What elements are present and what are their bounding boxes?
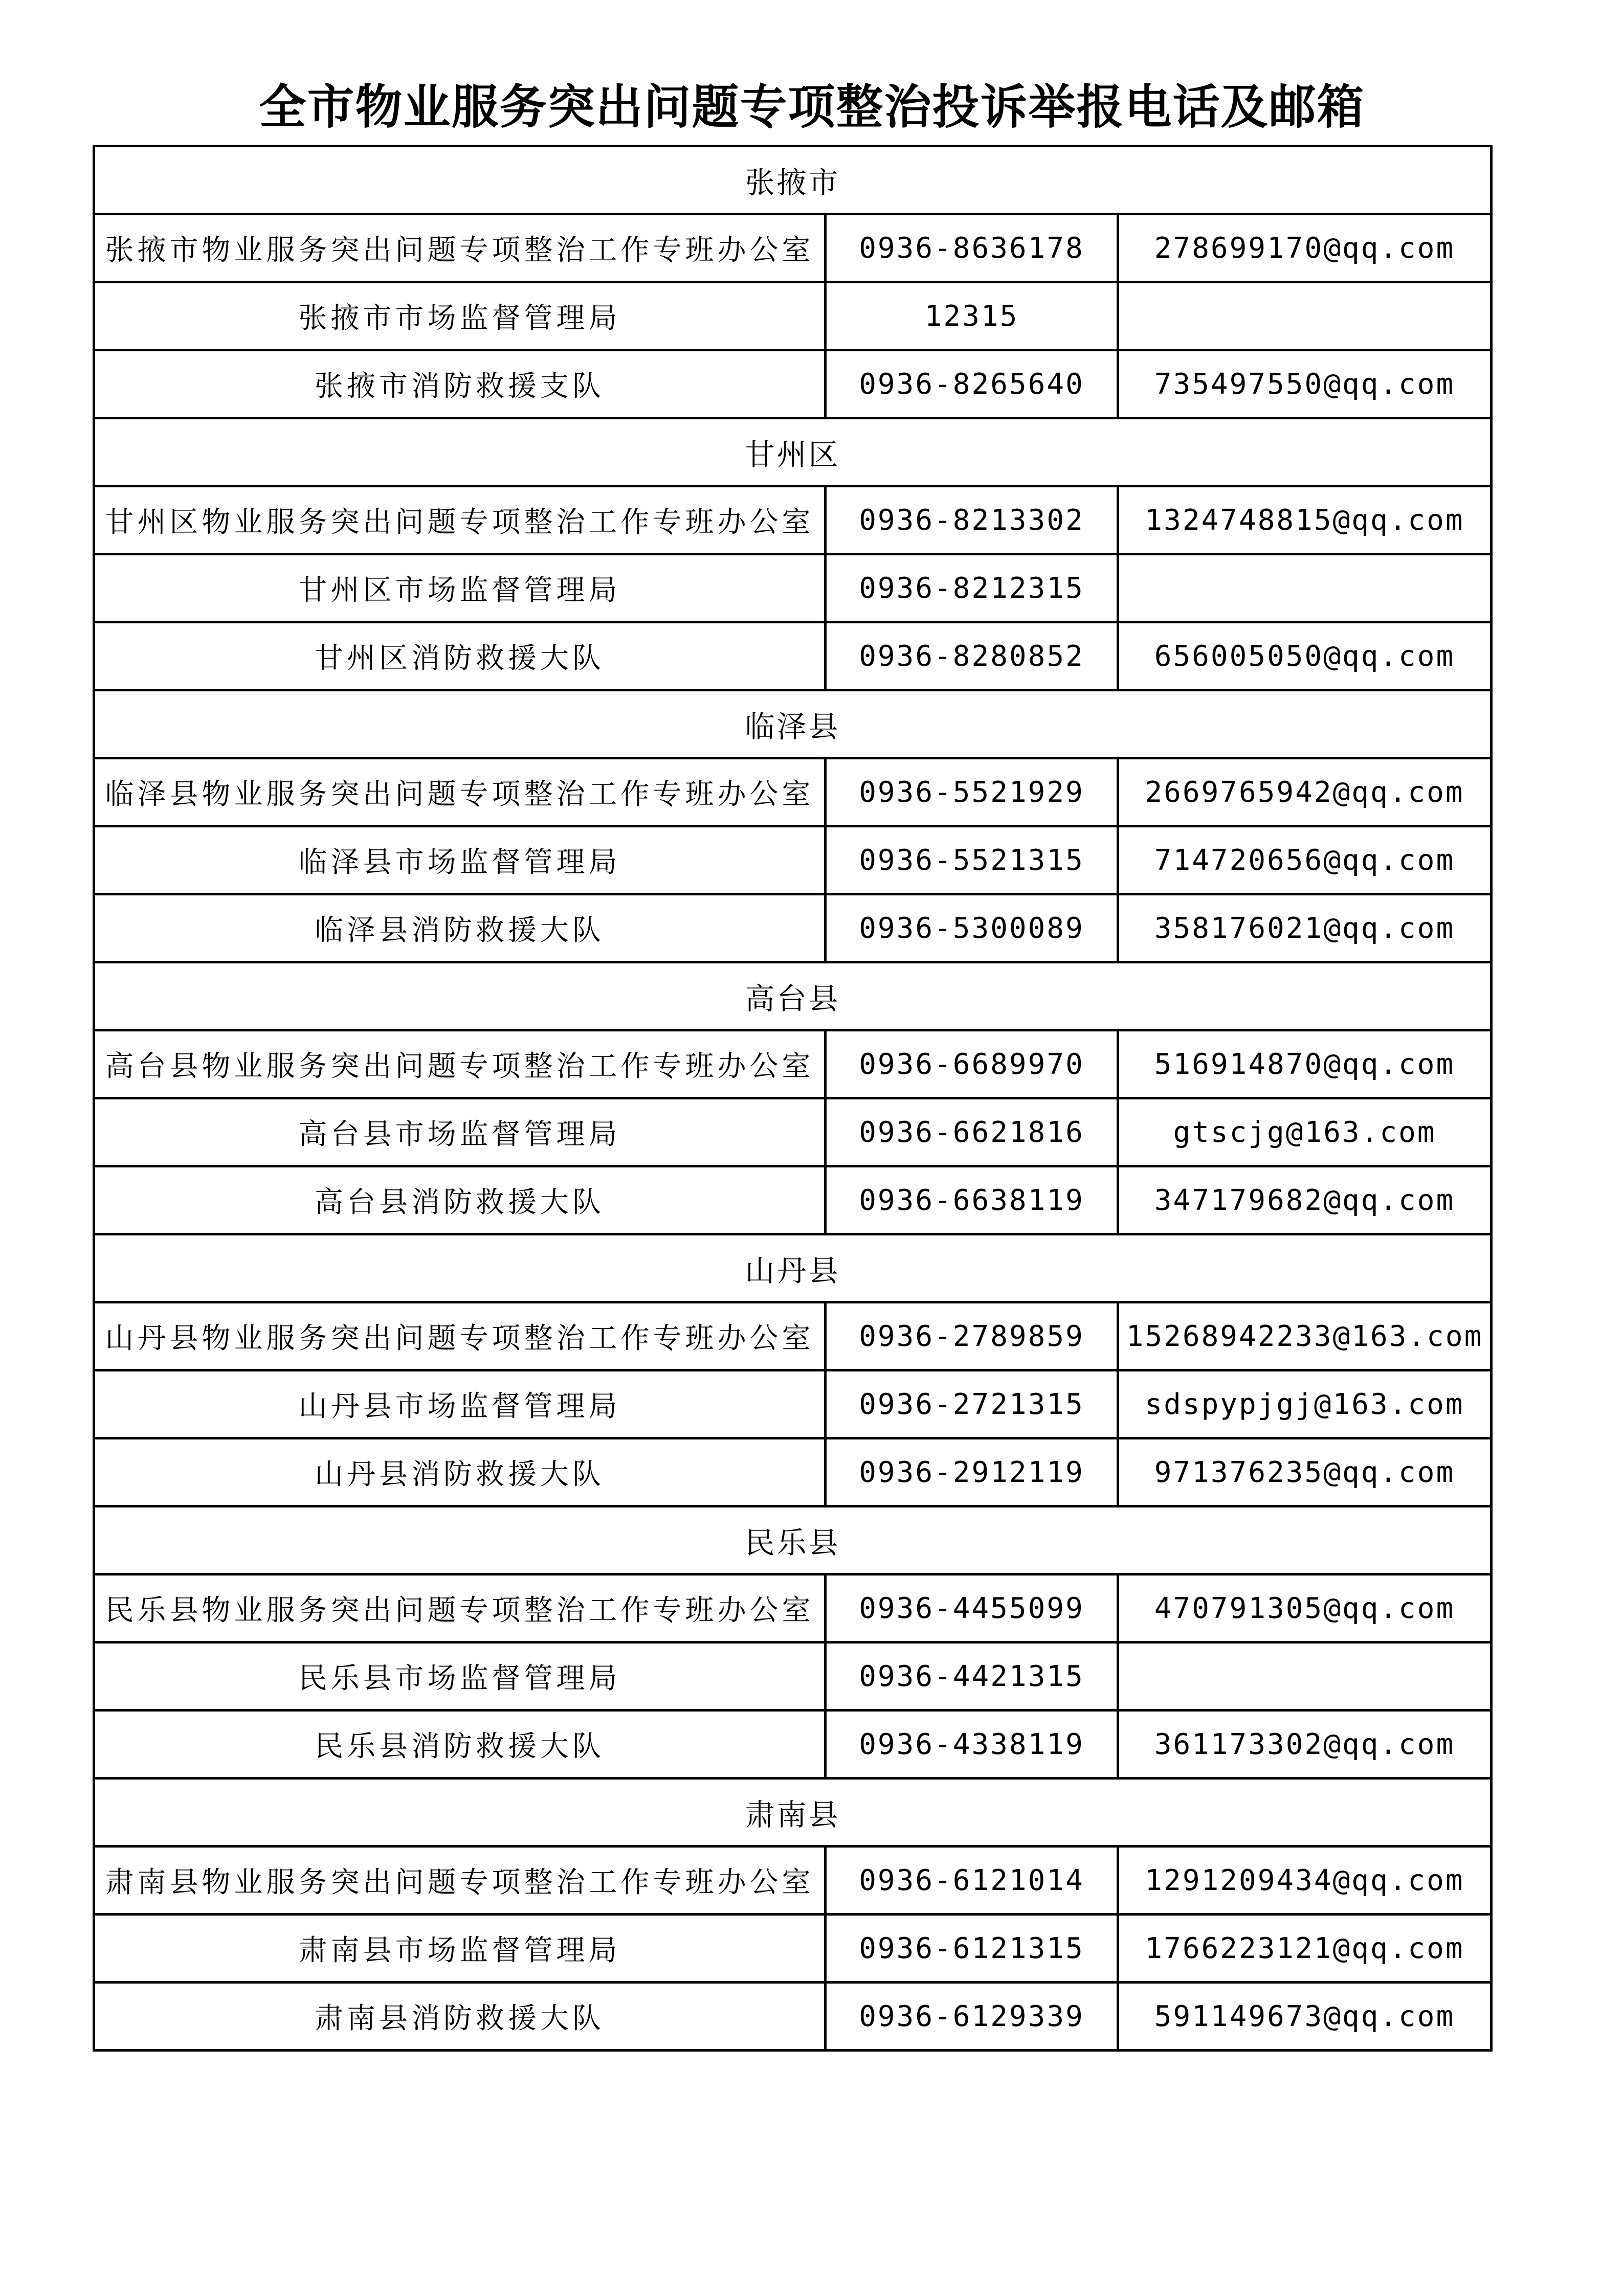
email-cell: 971376235@qq.com [1118,1438,1492,1506]
region-name: 张掖市 [94,146,1492,214]
table-row [94,894,1492,962]
org-name-cell: 山丹县市场监督管理局 [94,1370,826,1438]
table-row [94,758,1492,826]
table-row [94,1370,1492,1438]
table-row [94,350,1492,418]
phone-cell: 0936-5521315 [826,826,1118,894]
phone-cell: 0936-6121315 [826,1915,1118,1983]
table-row [94,622,1492,690]
email-cell: 591149673@qq.com [1118,1983,1492,2051]
email-cell: 1766223121@qq.com [1118,1915,1492,1983]
org-name-cell: 甘州区消防救援大队 [94,622,826,690]
email-cell: 714720656@qq.com [1118,826,1492,894]
table-row [94,1642,1492,1710]
email-cell: 470791305@qq.com [1118,1574,1492,1642]
contact-table [93,145,1493,2052]
phone-cell: 0936-8213302 [826,486,1118,554]
phone-cell: 0936-8636178 [826,214,1118,282]
org-name-cell: 甘州区物业服务突出问题专项整治工作专班办公室 [94,486,826,554]
email-cell: gtscjg@163.com [1118,1098,1492,1166]
table-row [94,282,1492,350]
org-name-cell: 山丹县物业服务突出问题专项整治工作专班办公室 [94,1302,826,1370]
region-header-row [94,146,1492,214]
table-row [94,1098,1492,1166]
phone-cell: 0936-5300089 [826,894,1118,962]
page-title: 全市物业服务突出问题专项整治投诉举报电话及邮箱 [259,80,1365,134]
org-name-cell: 肃南县消防救援大队 [94,1983,826,2051]
email-cell: 278699170@qq.com [1118,214,1492,282]
region-name: 甘州区 [94,418,1492,486]
table-row [94,554,1492,622]
phone-cell: 0936-8265640 [826,350,1118,418]
email-cell [1118,282,1492,350]
email-cell: sdspypjgj@163.com [1118,1370,1492,1438]
region-header-row [94,962,1492,1030]
org-name-cell: 民乐县消防救援大队 [94,1710,826,1779]
org-name-cell: 高台县市场监督管理局 [94,1098,826,1166]
table-row [94,1030,1492,1098]
email-cell: 1291209434@qq.com [1118,1847,1492,1915]
phone-cell: 0936-6129339 [826,1983,1118,2051]
phone-cell: 0936-5521929 [826,758,1118,826]
region-header-row [94,1779,1492,1847]
table-row [94,1302,1492,1370]
table-row [94,1983,1492,2051]
table-row [94,1847,1492,1915]
phone-cell: 0936-6638119 [826,1166,1118,1234]
org-name-cell: 甘州区市场监督管理局 [94,554,826,622]
email-cell: 516914870@qq.com [1118,1030,1492,1098]
org-name-cell: 高台县物业服务突出问题专项整治工作专班办公室 [94,1030,826,1098]
table-row [94,1438,1492,1506]
region-name: 临泽县 [94,690,1492,758]
table-row [94,826,1492,894]
org-name-cell: 张掖市消防救援支队 [94,350,826,418]
phone-cell: 12315 [826,282,1118,350]
table-row [94,1915,1492,1983]
region-header-row [94,1234,1492,1302]
org-name-cell: 民乐县物业服务突出问题专项整治工作专班办公室 [94,1574,826,1642]
table-row [94,1710,1492,1779]
email-cell: 656005050@qq.com [1118,622,1492,690]
org-name-cell: 高台县消防救援大队 [94,1166,826,1234]
region-header-row [94,418,1492,486]
table-row [94,486,1492,554]
region-name: 高台县 [94,962,1492,1030]
org-name-cell: 肃南县物业服务突出问题专项整治工作专班办公室 [94,1847,826,1915]
region-header-row [94,690,1492,758]
org-name-cell: 张掖市物业服务突出问题专项整治工作专班办公室 [94,214,826,282]
email-cell: 735497550@qq.com [1118,350,1492,418]
email-cell: 347179682@qq.com [1118,1166,1492,1234]
phone-cell: 0936-2721315 [826,1370,1118,1438]
phone-cell: 0936-6689970 [826,1030,1118,1098]
email-cell: 15268942233@163.com [1118,1302,1492,1370]
table-row [94,214,1492,282]
region-name: 肃南县 [94,1779,1492,1847]
email-cell [1118,554,1492,622]
org-name-cell: 临泽县市场监督管理局 [94,826,826,894]
contact-table-body [94,146,1492,2051]
region-name: 山丹县 [94,1234,1492,1302]
org-name-cell: 肃南县市场监督管理局 [94,1915,826,1983]
phone-cell: 0936-4421315 [826,1642,1118,1710]
phone-cell: 0936-8280852 [826,622,1118,690]
email-cell: 1324748815@qq.com [1118,486,1492,554]
phone-cell: 0936-2912119 [826,1438,1118,1506]
email-cell [1118,1642,1492,1710]
org-name-cell: 张掖市市场监督管理局 [94,282,826,350]
region-header-row [94,1506,1492,1574]
org-name-cell: 临泽县消防救援大队 [94,894,826,962]
org-name-cell: 临泽县物业服务突出问题专项整治工作专班办公室 [94,758,826,826]
phone-cell: 0936-6121014 [826,1847,1118,1915]
org-name-cell: 民乐县市场监督管理局 [94,1642,826,1710]
org-name-cell: 山丹县消防救援大队 [94,1438,826,1506]
email-cell: 361173302@qq.com [1118,1710,1492,1779]
table-row [94,1574,1492,1642]
phone-cell: 0936-8212315 [826,554,1118,622]
phone-cell: 0936-4338119 [826,1710,1118,1779]
phone-cell: 0936-2789859 [826,1302,1118,1370]
phone-cell: 0936-6621816 [826,1098,1118,1166]
email-cell: 358176021@qq.com [1118,894,1492,962]
phone-cell: 0936-4455099 [826,1574,1118,1642]
region-name: 民乐县 [94,1506,1492,1574]
email-cell: 2669765942@qq.com [1118,758,1492,826]
table-row [94,1166,1492,1234]
